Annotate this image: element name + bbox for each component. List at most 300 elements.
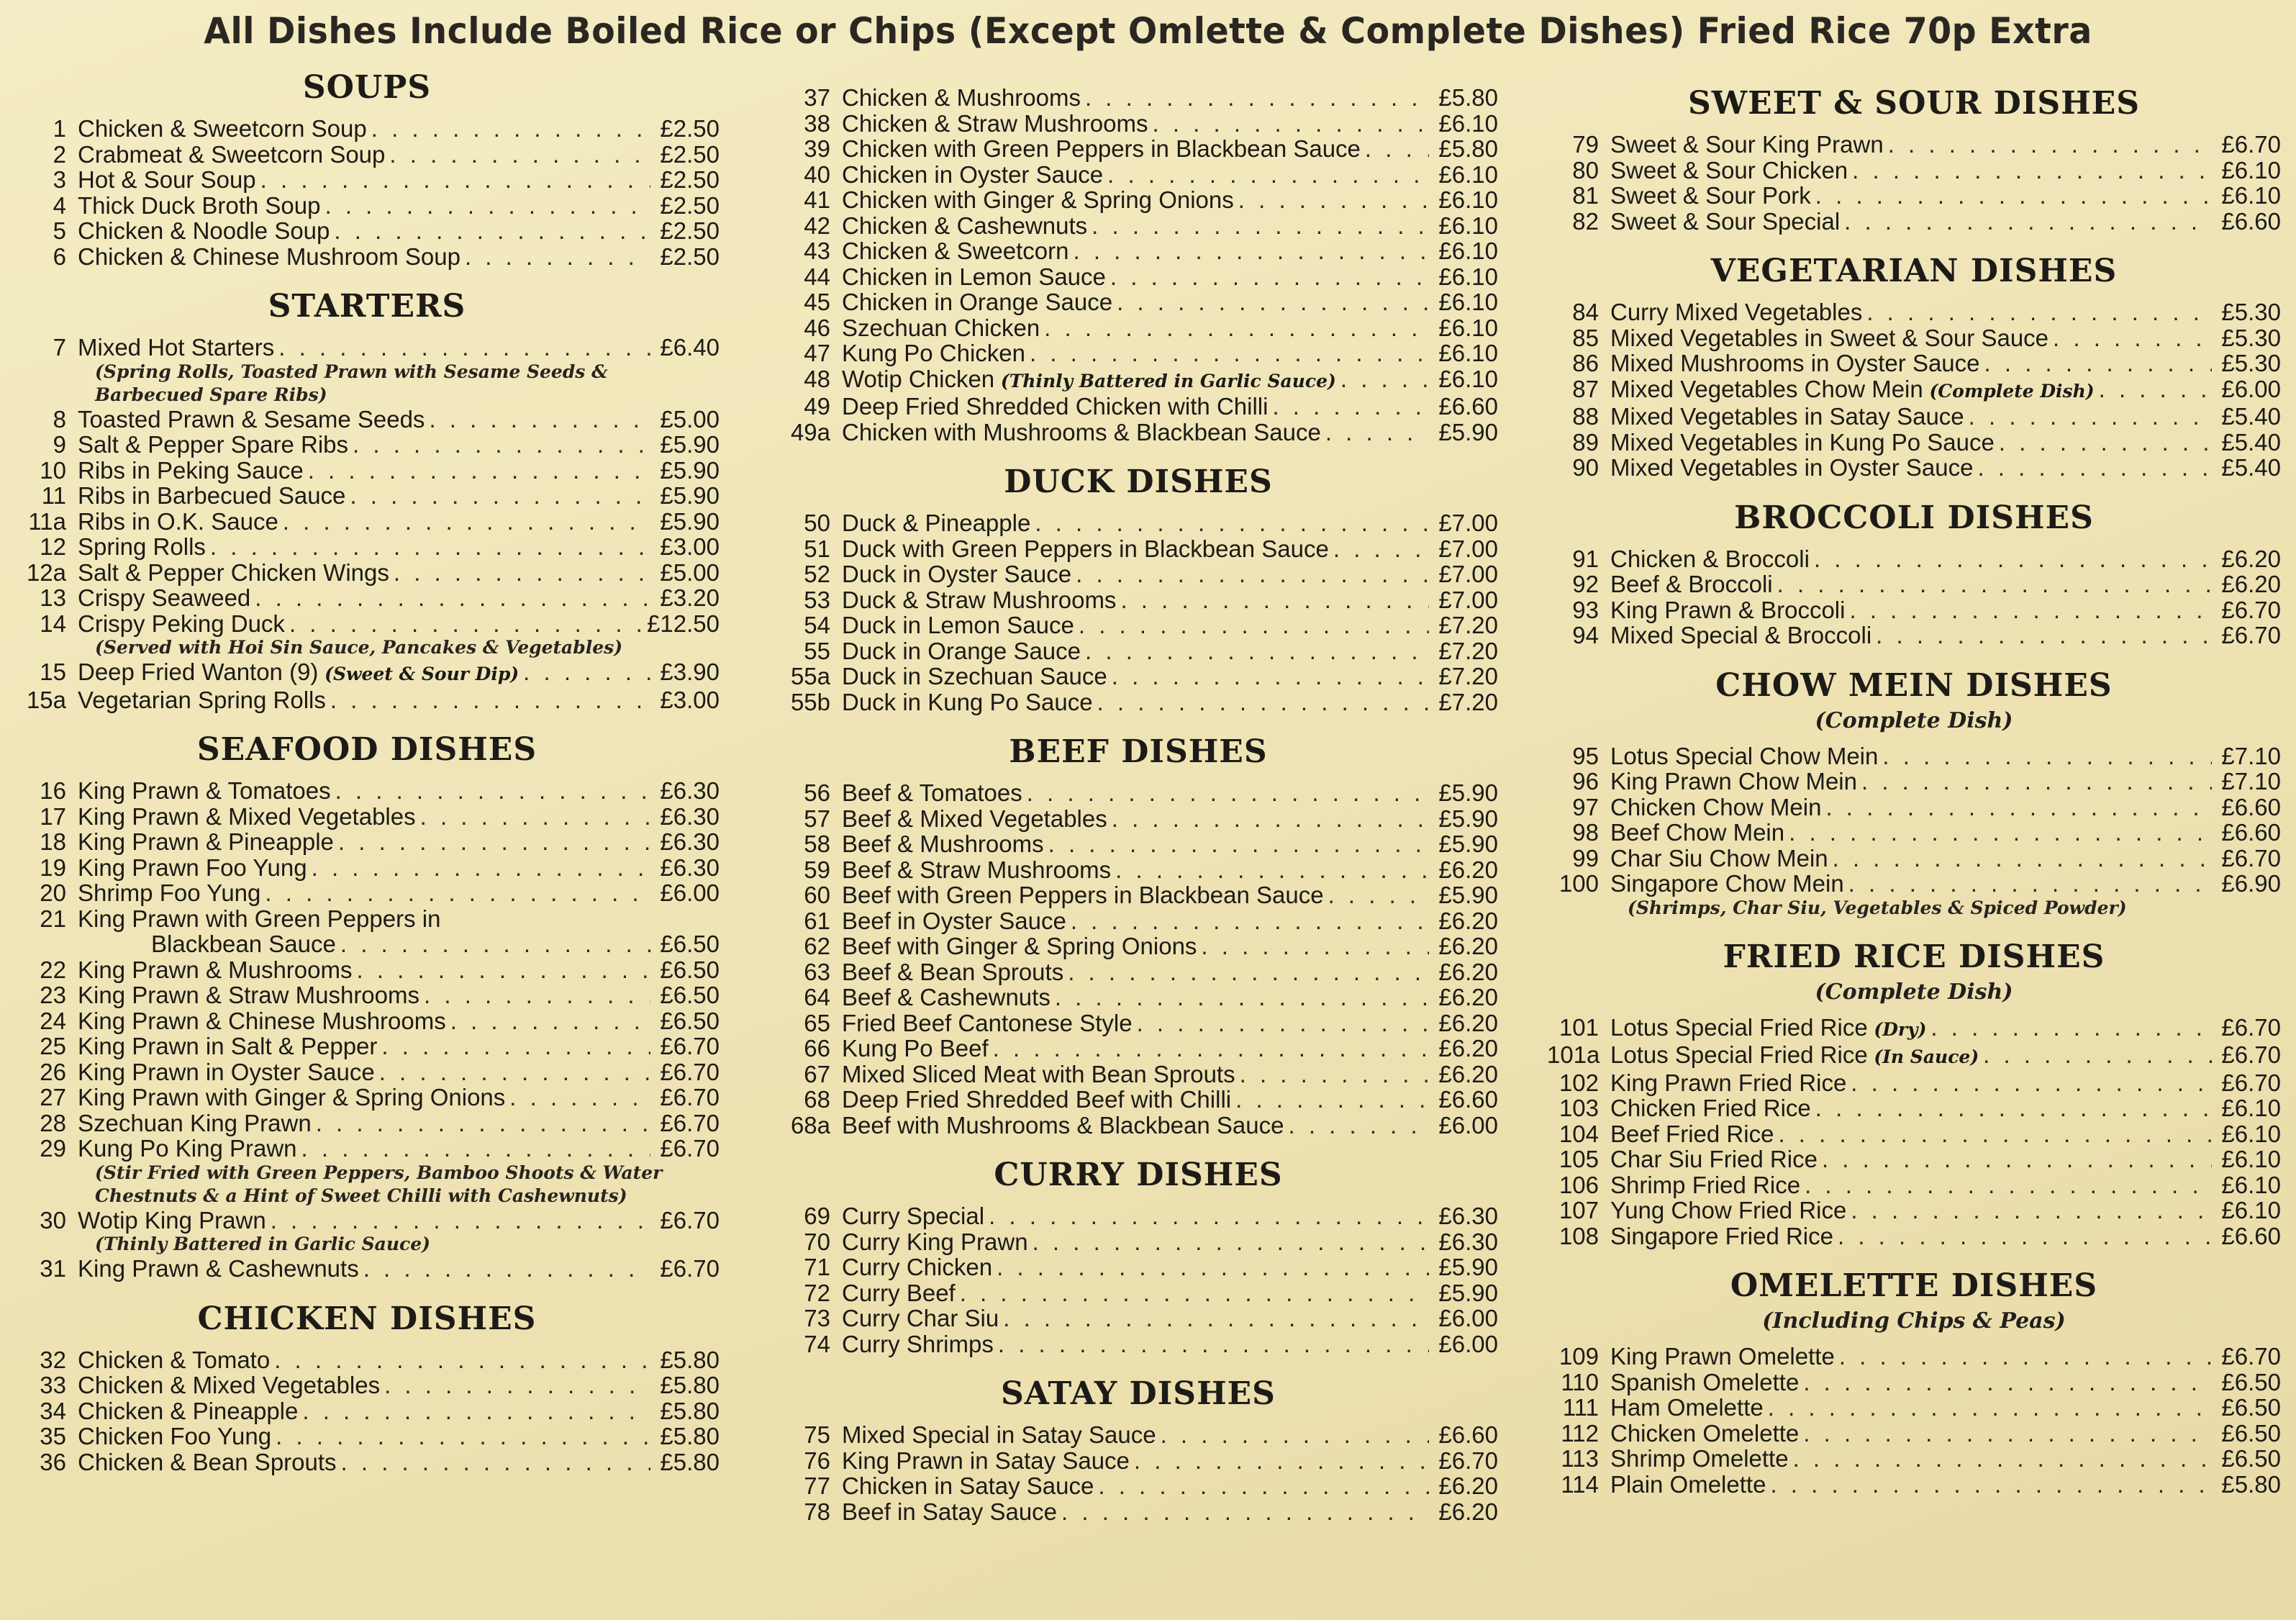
item-name: Beef & Mixed Vegetables (842, 805, 1107, 832)
item-number: 23 (40, 982, 66, 1008)
leader-dots (1815, 183, 2212, 209)
item-name: Chicken Fried Rice (1610, 1095, 1811, 1121)
item-number: 96 (1572, 768, 1599, 795)
leader-dots (509, 1085, 650, 1110)
menu-item-row (1547, 376, 2281, 404)
item-name: Duck in Orange Sauce (842, 637, 1081, 664)
section-title: OMELETTE DISHES (1730, 1267, 2098, 1304)
menu-item-row (14, 1347, 720, 1373)
item-number: 102 (1558, 1069, 1599, 1096)
item-price: £6.40 (660, 334, 720, 361)
menu-item-row (779, 985, 1498, 1010)
item-number: 17 (40, 802, 66, 830)
item-number: 16 (40, 777, 66, 804)
item-number: 105 (1558, 1146, 1599, 1172)
menu-item-row (779, 536, 1498, 562)
item-price: £6.30 (1438, 1203, 1498, 1229)
item-price: £5.90 (660, 482, 720, 509)
menu-item-row (14, 1110, 720, 1136)
item-number: 88 (1572, 403, 1599, 430)
item-number: 68a (790, 1111, 830, 1139)
menu-item-row (14, 585, 720, 611)
menu-item-row (14, 880, 720, 906)
item-price: £6.30 (660, 854, 720, 881)
menu-item-row (779, 561, 1498, 587)
leader-dots (371, 116, 650, 142)
item-name: Beef & Straw Mushrooms (842, 856, 1112, 883)
menu-item-row (1547, 132, 2281, 158)
leader-dots (1333, 536, 1429, 562)
menu-item-row (779, 289, 1498, 315)
item-name: King Prawn with Ginger & Spring Onions (78, 1084, 506, 1110)
item-number: 80 (1572, 156, 1599, 184)
leader-dots (1983, 1042, 2212, 1068)
leader-dots (1272, 394, 1429, 420)
menu-item-row (1547, 1095, 2281, 1121)
leader-dots (276, 1424, 650, 1449)
leader-dots (450, 1008, 650, 1034)
menu-item-row (779, 587, 1498, 613)
menu-item-row (1547, 1472, 2281, 1498)
item-price: £5.90 (1438, 1254, 1498, 1280)
item-description: (Served with Hoi Sin Sauce, Pancakes & Vegetables) (95, 637, 623, 658)
section-note: (Complete Dish) (1815, 707, 2013, 733)
leader-dots (1825, 795, 2212, 820)
item-price: £5.90 (1438, 831, 1498, 857)
item-number: 76 (804, 1447, 830, 1474)
menu-item-row (779, 264, 1498, 290)
menu-item-row (14, 1059, 720, 1085)
menu-item-row (14, 1085, 720, 1110)
leader-dots (1930, 1015, 2212, 1041)
item-price: £6.10 (1438, 186, 1498, 213)
leader-dots (1030, 340, 1429, 366)
item-name: Mixed Vegetables in Sweet & Sour Sauce (1610, 324, 2049, 351)
leader-dots (1061, 1499, 1429, 1525)
item-number: 37 (804, 84, 830, 111)
item-name: Chicken & Tomato (78, 1346, 271, 1373)
item-number: 36 (40, 1448, 66, 1475)
item-price: £6.70 (660, 1058, 720, 1085)
item-number: 100 (1558, 870, 1599, 897)
item-price: £5.80 (1438, 135, 1498, 162)
item-price: £5.80 (660, 1346, 720, 1373)
item-name: Beef & Mushrooms (842, 831, 1044, 857)
item-price: £5.80 (660, 1423, 720, 1449)
item-name: Singapore Fried Rice (1610, 1222, 1833, 1249)
item-number: 41 (804, 186, 830, 213)
leader-dots (1861, 769, 2212, 795)
item-name: King Prawn & Mushrooms (78, 956, 353, 983)
item-number: 34 (40, 1397, 66, 1424)
item-name: Ribs in Peking Sauce (78, 456, 304, 484)
item-number: 97 (1572, 793, 1599, 820)
item-name: Spanish Omelette (1610, 1368, 1800, 1395)
leader-dots (1238, 187, 1429, 213)
menu-item-row (1547, 795, 2281, 820)
menu-item-row (1547, 404, 2281, 430)
menu-item-row (1547, 1146, 2281, 1172)
item-name: Duck in Szechuan Sauce (842, 663, 1107, 689)
item-name: Beef with Green Peppers in Blackbean Sauce (842, 882, 1324, 908)
leader-dots (330, 687, 650, 713)
leader-dots (334, 218, 650, 244)
menu-item-row (779, 908, 1498, 934)
item-number: 44 (804, 263, 830, 290)
leader-dots (2099, 376, 2212, 402)
item-number: 69 (804, 1203, 830, 1229)
item-name: Curry Chicken (842, 1254, 993, 1280)
item-name: Crispy Peking Duck (78, 610, 285, 637)
item-name: Mixed Mushrooms in Oyster Sauce (1610, 350, 1980, 376)
item-number: 65 (804, 1009, 830, 1036)
leader-dots (1882, 743, 2212, 769)
menu-item-row (14, 1449, 720, 1475)
item-name: Curry Beef (842, 1279, 956, 1306)
item-name: Chicken & Sweetcorn Soup (78, 115, 367, 142)
item-number: 24 (40, 1007, 66, 1034)
item-price: £3.00 (660, 533, 720, 560)
item-number: 49 (804, 393, 830, 420)
item-price: £6.10 (2221, 156, 2281, 184)
menu-item-row (14, 611, 720, 637)
leader-dots (1839, 1344, 2212, 1370)
leader-dots (325, 193, 650, 219)
item-price: £6.10 (2221, 1120, 2281, 1147)
leader-dots (1235, 1087, 1429, 1113)
leader-dots (363, 1256, 650, 1282)
item-name: Deep Fried Shredded Chicken with Chilli (842, 393, 1269, 420)
item-price: £6.50 (660, 1007, 720, 1034)
leader-dots (1120, 587, 1429, 613)
item-name: Mixed Special in Satay Sauce (842, 1421, 1156, 1448)
menu-item-row (14, 116, 720, 142)
leader-dots (384, 1372, 650, 1398)
menu-item-row (779, 1087, 1498, 1113)
menu-item-row (14, 193, 720, 219)
item-name: Thick Duck Broth Soup (78, 191, 321, 219)
item-price: £6.30 (1438, 1228, 1498, 1255)
item-name: Curry Char Siu (842, 1305, 999, 1331)
item-name: Sweet & Sour King Prawn (1610, 131, 1884, 158)
item-price: £5.80 (660, 1448, 720, 1475)
menu-item-row (14, 534, 720, 560)
leader-dots (1076, 561, 1429, 587)
item-number: 59 (804, 856, 830, 883)
menu-item-row (1547, 871, 2281, 897)
item-number: 86 (1572, 350, 1599, 376)
item-name: King Prawn Chow Mein (1610, 768, 1857, 795)
item-name: Duck in Lemon Sauce (842, 612, 1074, 638)
item-name: Curry Shrimps (842, 1330, 994, 1357)
leader-dots (989, 1203, 1429, 1229)
menu-item-row (1547, 743, 2281, 769)
menu-item-row (1547, 1395, 2281, 1421)
item-number: 53 (804, 586, 830, 613)
leader-dots (420, 804, 650, 830)
section-title: SOUPS (302, 69, 432, 106)
menu-item-row (1547, 597, 2281, 623)
section-title: VEGETARIAN DISHES (1710, 253, 2118, 289)
item-price: £6.90 (2221, 870, 2281, 897)
item-number: 27 (40, 1084, 66, 1110)
item-extra-note: (Dry) (1867, 1018, 1927, 1040)
item-name: Chicken & Mixed Vegetables (78, 1372, 381, 1398)
item-number: 49a (790, 418, 830, 445)
item-name: Sweet & Sour Pork (1610, 182, 1811, 209)
item-price: £6.20 (1438, 907, 1498, 934)
menu-item-row (779, 1448, 1498, 1474)
item-name: Mixed Sliced Meat with Bean Sprouts (842, 1060, 1235, 1087)
item-name: Chicken & Bean Sprouts (78, 1448, 337, 1475)
menu-item-row (779, 882, 1498, 908)
item-number: 48 (804, 365, 830, 392)
menu-item-row (779, 1473, 1498, 1499)
item-name: Ham Omelette (1610, 1394, 1764, 1421)
item-name: Beef in Satay Sauce (842, 1498, 1058, 1525)
item-price: £7.00 (1438, 535, 1498, 562)
item-number: 113 (1561, 1445, 1599, 1472)
item-price: £6.70 (2221, 596, 2281, 623)
item-name: Sweet & Sour Chicken (1610, 156, 1848, 184)
leader-dots (265, 880, 650, 906)
leader-dots (1768, 1395, 2212, 1421)
item-name: Sweet & Sour Special (1610, 207, 1841, 235)
leader-dots (1803, 1370, 2212, 1395)
item-price: £2.50 (660, 166, 720, 193)
item-price: £6.70 (2221, 1041, 2281, 1068)
leader-dots (1838, 1223, 2212, 1249)
item-number: 73 (804, 1305, 830, 1331)
item-extra-note: (Complete Dish) (1923, 380, 2095, 402)
item-price: £6.10 (1438, 365, 1498, 392)
item-number: 50 (804, 510, 830, 536)
item-price: £6.00 (1438, 1330, 1498, 1357)
item-name: Shrimp Fried Rice (1610, 1171, 1801, 1198)
item-price: £6.10 (2221, 1197, 2281, 1223)
item-name: Beef & Tomatoes (842, 779, 1022, 806)
item-number: 90 (1572, 454, 1599, 481)
item-price: £12.50 (647, 610, 720, 637)
menu-item-row (779, 1203, 1498, 1229)
item-name: Duck & Pineapple (842, 510, 1031, 536)
item-name: Lotus Special Fried Rice (Dry) (1610, 1013, 1927, 1041)
section-title: CURRY DISHES (994, 1157, 1283, 1193)
item-name: Vegetarian Spring Rolls (78, 686, 326, 713)
leader-dots (1805, 1172, 2212, 1198)
leader-dots (993, 1036, 1429, 1062)
menu-item-row (1547, 299, 2281, 325)
item-number: 106 (1558, 1171, 1599, 1198)
menu-column-1 (14, 69, 720, 1475)
item-number: 63 (804, 958, 830, 985)
leader-dots (1152, 111, 1429, 137)
leader-dots (1325, 420, 1429, 445)
menu-item-row (14, 1398, 720, 1424)
item-number: 51 (804, 535, 830, 562)
leader-dots (1110, 264, 1429, 290)
item-name: Fried Beef Cantonese Style (842, 1009, 1133, 1036)
menu-item-row (779, 238, 1498, 264)
leader-dots (1984, 350, 2212, 376)
item-name: Shrimp Foo Yung (78, 879, 261, 906)
leader-dots (1340, 366, 1429, 392)
item-name: Chicken in Oyster Sauce (842, 160, 1104, 188)
menu-item-row (1547, 1172, 2281, 1198)
item-number: 42 (804, 212, 830, 239)
item-price: £5.80 (660, 1372, 720, 1398)
leader-dots (1068, 959, 1429, 985)
menu-item-row (779, 1305, 1498, 1331)
menu-column-2 (779, 85, 1498, 1524)
menu-item-row (1547, 820, 2281, 846)
menu-item-row (779, 831, 1498, 857)
menu-item-row (1547, 350, 2281, 376)
menu-item-row (779, 1229, 1498, 1255)
item-number: 3 (53, 166, 66, 193)
item-price: £6.20 (1438, 1009, 1498, 1036)
item-price: £7.10 (2221, 742, 2281, 769)
leader-dots (1079, 612, 1429, 638)
item-name: Chicken with Green Peppers in Blackbean Sauce (842, 135, 1361, 162)
item-number: 30 (40, 1206, 66, 1234)
item-name: Chicken & Sweetcorn (842, 237, 1069, 264)
item-number: 70 (804, 1228, 830, 1255)
item-name: Beef in Oyster Sauce (842, 907, 1066, 934)
item-price: £6.00 (660, 879, 720, 906)
item-price: £6.10 (1438, 340, 1498, 366)
item-number: 84 (1572, 299, 1599, 325)
menu-item-row (779, 959, 1498, 985)
item-name: Curry Special (842, 1203, 985, 1229)
item-price: £6.20 (1438, 984, 1498, 1010)
leader-dots (278, 335, 650, 361)
item-price: £6.20 (1438, 1060, 1498, 1087)
leader-dots (1814, 546, 2212, 572)
item-number: 13 (40, 584, 66, 611)
menu-item-row (779, 1254, 1498, 1280)
item-price: £5.40 (2221, 403, 2281, 430)
item-price: £2.50 (660, 115, 720, 142)
section-title: SATAY DISHES (1001, 1375, 1276, 1412)
item-number: 32 (40, 1346, 66, 1373)
menu-column-3 (1547, 85, 2281, 1497)
section-title: FRIED RICE DISHES (1723, 938, 2105, 975)
item-number: 101a (1547, 1041, 1600, 1068)
item-price: £7.00 (1438, 561, 1498, 587)
leader-dots (283, 509, 650, 535)
menu-item-row (1547, 325, 2281, 351)
item-name: Chicken & Chinese Mushroom Soup (78, 243, 460, 270)
leader-dots (1815, 1095, 2212, 1121)
item-name: Szechuan King Prawn (78, 1109, 312, 1136)
item-price: £5.90 (1438, 418, 1498, 445)
item-name: Toasted Prawn & Sesame Seeds (78, 405, 425, 433)
item-number: 68 (804, 1086, 830, 1113)
item-description: (Stir Fried with Green Peppers, Bamboo Shoots & Water Chestnuts & a Hint of Sweet Chilli with Cashewnuts) (95, 1162, 663, 1206)
leader-dots (1071, 908, 1429, 934)
item-price: £6.30 (660, 777, 720, 804)
leader-dots (255, 585, 650, 611)
item-number: 61 (804, 907, 830, 934)
menu-item-row (779, 340, 1498, 366)
menu-item-row (779, 1062, 1498, 1087)
item-price: £6.60 (1438, 1421, 1498, 1448)
item-number: 8 (53, 405, 66, 433)
item-number: 99 (1572, 844, 1599, 872)
menu-item-row (1547, 158, 2281, 184)
item-number: 12a (26, 558, 66, 586)
item-name: King Prawn in Satay Sauce (842, 1447, 1130, 1474)
section-title: STARTERS (268, 288, 466, 325)
menu-item-row (14, 1033, 720, 1059)
item-number: 103 (1558, 1095, 1599, 1121)
item-price: £6.50 (2221, 1394, 2281, 1421)
item-price: £7.20 (1438, 663, 1498, 689)
item-price: £6.10 (1438, 212, 1498, 239)
item-price: £5.90 (1438, 779, 1498, 806)
item-price: £6.70 (660, 1135, 720, 1162)
item-number: 35 (40, 1423, 66, 1449)
item-name: King Prawn in Oyster Sauce (78, 1058, 375, 1085)
item-price: £7.00 (1438, 510, 1498, 536)
item-description: (Shrimps, Char Siu, Vegetables & Spiced Powder) (1628, 897, 2127, 918)
menu-item-row (779, 136, 1498, 162)
menu-item-row (1547, 1344, 2281, 1370)
item-price: £6.00 (1438, 1305, 1498, 1331)
item-name: Hot & Sour Soup (78, 166, 256, 193)
item-number: 77 (804, 1472, 830, 1499)
leader-dots (1115, 857, 1429, 883)
item-price: £6.70 (660, 1206, 720, 1234)
item-name: Duck & Straw Mushrooms (842, 586, 1117, 613)
item-price: £7.20 (1438, 637, 1498, 664)
leader-dots (960, 1280, 1429, 1306)
item-price: £6.10 (1438, 314, 1498, 341)
item-number: 15 (40, 659, 66, 685)
item-number: 21 (40, 905, 66, 932)
item-name: King Prawn & Chinese Mushrooms (78, 1007, 446, 1034)
menu-item-row (779, 315, 1498, 341)
item-price: £6.70 (2221, 131, 2281, 158)
item-number: 26 (40, 1058, 66, 1085)
menu-item-row (14, 1136, 720, 1162)
leader-dots (379, 1059, 650, 1085)
item-price: £6.50 (660, 931, 720, 957)
item-number: 85 (1572, 324, 1599, 351)
item-number: 12 (40, 533, 66, 560)
item-name: Deep Fried Wanton (9) (Sweet & Sour Dip) (78, 659, 519, 685)
leader-dots (1134, 1448, 1429, 1474)
leader-dots (1999, 430, 2212, 456)
item-name: Shrimp Omelette (1610, 1445, 1789, 1472)
item-number: 66 (804, 1035, 830, 1062)
item-price: £6.60 (1438, 1086, 1498, 1113)
leader-dots (1849, 597, 2212, 623)
item-description: (Thinly Battered in Garlic Sauce) (95, 1234, 431, 1254)
item-price: £6.10 (2221, 1171, 2281, 1198)
menu-item-row (14, 432, 720, 458)
section-title: BROCCOLI DISHES (1734, 499, 2094, 536)
leader-dots (1844, 209, 2212, 235)
item-number: 72 (804, 1279, 830, 1306)
item-price: £6.20 (1438, 933, 1498, 959)
item-number: 87 (1572, 375, 1599, 402)
item-number: 11a (28, 507, 66, 535)
item-price: £6.60 (1438, 393, 1498, 420)
item-name: Deep Fried Shredded Beef with Chilli (842, 1086, 1232, 1113)
leader-dots (274, 1347, 650, 1373)
